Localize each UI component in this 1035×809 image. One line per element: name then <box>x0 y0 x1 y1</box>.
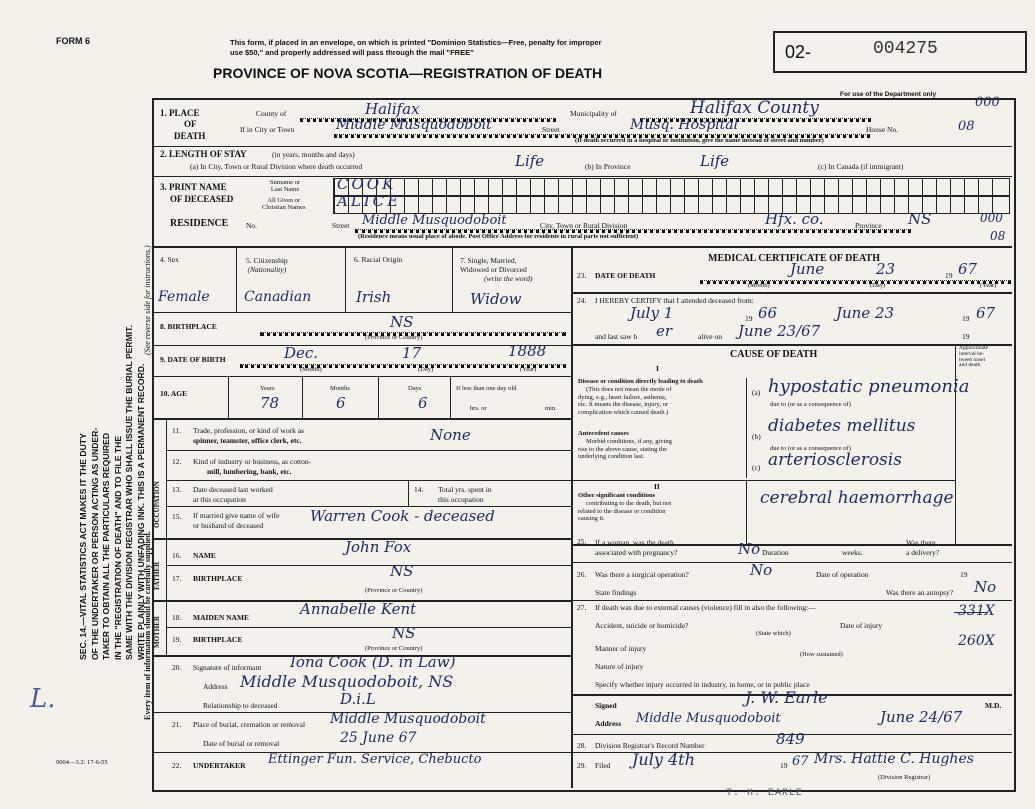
attended-to-value: June 23 <box>836 304 895 322</box>
occupation-value: None <box>430 426 471 444</box>
item-15-number: 15. <box>172 512 182 521</box>
rule <box>571 562 1012 563</box>
physician-address-label: Address <box>595 719 622 728</box>
years-in-occupation-label <box>438 485 492 505</box>
rule <box>166 480 571 481</box>
residence-street-value: Middle Musquodoboit <box>362 213 507 228</box>
father-birthplace-note: (Province or Country) <box>365 587 423 594</box>
label-line: mill, lumbering, bank, etc. <box>207 466 292 476</box>
informant-address-value: Middle Musquodoboit, NS <box>240 672 454 691</box>
margin-mark: L. <box>30 684 56 714</box>
signed-date-value: June 24/67 <box>880 708 963 726</box>
label-line: 1. PLACE <box>160 108 200 118</box>
rule <box>152 418 571 420</box>
item-18-number: 18. <box>172 613 182 622</box>
item-25-number: 25. <box>577 537 587 546</box>
other-conditions-label <box>578 492 671 523</box>
stay-canada-label: (c) In Canada (if immigrant) <box>818 162 904 171</box>
item-29-number: 29. <box>577 761 587 770</box>
dotted-line <box>240 364 566 368</box>
alive-on-label: alive on <box>698 332 722 341</box>
label-line: Total yrs. spent in <box>438 485 492 494</box>
informant-address-label: Address <box>203 682 228 691</box>
street-value: Musq. Hospital <box>630 117 739 133</box>
rule <box>166 627 571 628</box>
item-21-number: 21. <box>172 720 182 729</box>
label-line: Surname or <box>270 179 301 186</box>
rule <box>571 600 1012 601</box>
marital-status-label <box>460 256 532 283</box>
item-20-number: 20. <box>172 663 182 672</box>
label-line: and death <box>959 362 981 369</box>
label-line: (write the word) <box>484 274 533 283</box>
side-line: SAME WITH THE DIVISION REGISTRAR WHO SHALL ISSUE THE BURIAL PERMIT. <box>124 325 135 660</box>
label-line: spinner, teamster, office clerk, etc. <box>193 435 302 445</box>
attended-from-year-value: 66 <box>758 304 778 322</box>
label-line: Christian Names <box>262 204 306 212</box>
house-number-value: 08 <box>958 119 975 134</box>
sex-label: 4. Sex <box>160 255 179 264</box>
rule <box>571 480 955 481</box>
interval-label <box>959 346 988 369</box>
accident-label: Accident, suicide or homicide? <box>595 621 689 630</box>
industry-label <box>193 457 311 477</box>
pregnancy-label <box>595 538 677 558</box>
death-day-caption: (Day) <box>870 282 886 289</box>
burial-date-value: 25 June 67 <box>340 730 417 746</box>
pregnancy-value: No <box>738 540 761 558</box>
cause-a-value: hypostatic pneumonia <box>768 376 970 397</box>
attended-to-prefix: 19 <box>962 314 970 323</box>
residence-city-value: Hfx. co. <box>765 210 824 228</box>
stay-province-label: (b) In Province <box>585 162 631 171</box>
label-line: rise to the above cause, stating the <box>578 445 667 453</box>
mother-maiden-value: Annabelle Kent <box>300 600 417 618</box>
birthplace-label: 8. BIRTHPLACE <box>160 322 217 331</box>
stay-city-label: (a) In City, Town or Rural Division where death occurred <box>190 162 363 171</box>
date-of-death-label: DATE OF DEATH <box>595 271 656 280</box>
attended-from-value: July 1 <box>630 304 674 322</box>
autopsy-value: No <box>974 578 997 596</box>
death-month-value: June <box>790 260 825 278</box>
length-of-stay-label: 2. LENGTH OF STAY <box>160 149 247 159</box>
rule <box>236 246 237 312</box>
death-year-value: 67 <box>958 260 978 278</box>
residence-province-label: Province <box>855 221 882 230</box>
cause-c-value: arteriosclerosis <box>768 450 902 470</box>
last-worked-label <box>193 485 273 505</box>
rule <box>302 376 303 418</box>
cause-of-death-title: CAUSE OF DEATH <box>730 349 818 360</box>
day-caption: (Day) <box>418 366 434 373</box>
attended-to-year-value: 67 <box>976 304 996 322</box>
item-17-number: 17. <box>172 574 182 583</box>
burial-date-label: Date of burial or removal <box>203 739 280 748</box>
dotted-line <box>700 280 1011 284</box>
label-line: Trade, profession, or kind of work as <box>193 426 304 435</box>
medical-certificate-title: MEDICAL CERTIFICATE OF DEATH <box>708 253 880 264</box>
municipality-value: Halifax County <box>690 98 819 118</box>
city-town-value: Middle Musquodoboit <box>336 117 492 133</box>
label-line: Widowed or Divorced <box>460 265 527 274</box>
item-22-number: 22. <box>172 761 182 770</box>
rule <box>571 292 1012 294</box>
year-caption: (Year) <box>520 366 537 373</box>
state-which-caption: (State which) <box>756 630 791 637</box>
stay-province-value: Life <box>700 152 730 170</box>
side-line: TAKER TO OBTAIN ALL THE PARTICULARS REQUIRED <box>101 432 112 660</box>
city-town-label: If in City or Town <box>240 125 295 134</box>
residence-no-label: No. <box>246 221 258 230</box>
other-conditions-value: cerebral haemorrhage <box>760 488 954 508</box>
residence-street-label: Street <box>332 221 350 230</box>
hours-label: hrs. or <box>470 405 487 412</box>
street-label: Street <box>542 125 560 134</box>
minutes-label: min. <box>545 405 557 412</box>
county-label: County of <box>256 109 287 118</box>
label-line: 7. Single, Married, <box>460 256 517 265</box>
label-line: OF <box>184 119 197 130</box>
item-12-number: 12. <box>172 457 182 466</box>
label-line: dying, e.g., heart failure, asthenia, <box>578 393 667 401</box>
burial-place-label: Place of burial, cremation or removal <box>193 720 306 729</box>
certify-label: I HEREBY CERTIFY that I attended deceased from: <box>595 296 754 305</box>
undertaker-label: UNDERTAKER <box>193 761 246 770</box>
birth-day-value: 17 <box>402 344 422 362</box>
last-saw-year-prefix: 19 <box>962 332 970 341</box>
mother-maiden-label: MAIDEN NAME <box>193 613 250 622</box>
registration-number: 004275 <box>873 39 938 59</box>
label-line: Was there <box>906 538 936 547</box>
item-23-number: 23. <box>577 271 587 280</box>
months-caption: Months <box>330 385 350 392</box>
classification-code-a: 331X <box>958 603 995 619</box>
relationship-value: D.i.L <box>340 690 376 708</box>
column-divider <box>571 246 573 788</box>
birth-month-value: Dec. <box>284 344 319 362</box>
form-title: PROVINCE OF NOVA SCOTIA—REGISTRATION OF DEATH <box>213 65 603 81</box>
label-line: underlying condition last. <box>578 453 645 461</box>
citizenship-label <box>246 256 288 274</box>
label-line: associated with pregnancy? <box>595 547 678 557</box>
side-note-careful: Every item of information should be carefully supplied. <box>143 531 152 720</box>
rule <box>152 312 571 313</box>
label-line: complication which caused death.) <box>578 409 669 417</box>
residence-note: (Residence means usual place of abode. Post Office Address for residents in rural parts not sufficient) <box>358 233 639 240</box>
mother-side-label: MOTHER <box>153 616 161 648</box>
death-year-caption: (Year) <box>980 282 997 289</box>
department-code-value: 000 <box>980 211 1003 225</box>
month-caption: (Month) <box>300 366 322 373</box>
label-line: Disease or condition directly leading to death <box>578 378 703 385</box>
age-years-value: 78 <box>260 394 280 412</box>
label-line: If married give name of wife <box>193 511 280 520</box>
rule <box>152 376 571 377</box>
item-16-number: 16. <box>172 551 182 560</box>
antecedent-causes-label <box>578 430 672 461</box>
birth-year-value: 1888 <box>508 342 547 360</box>
state-findings-label: State findings <box>595 588 637 597</box>
residence-label: RESIDENCE <box>170 218 229 229</box>
date-of-birth-label: 9. DATE OF BIRTH <box>160 355 226 364</box>
last-saw-value: June 23/67 <box>738 322 821 340</box>
operation-year-prefix: 19 <box>960 570 968 579</box>
registration-number-box <box>773 31 1027 73</box>
item-11-number: 11. <box>172 426 182 435</box>
mother-birthplace-note: (Province or Country) <box>365 645 423 652</box>
burial-place-value: Middle Musquodoboit <box>330 711 486 727</box>
side-line: IN THE "REGISTRATION OF DEATH" AND TO FILE THE <box>112 435 123 660</box>
side-note-reverse: (See reverse side for instructions.) <box>143 245 152 355</box>
label-line: Other significant conditions <box>578 492 656 499</box>
label-line: Date deceased last worked <box>193 485 273 494</box>
cause-b-letter: (b) <box>752 432 761 441</box>
label-line: Antecedent causes <box>578 430 629 437</box>
nature-of-injury-label: Nature of injury <box>595 662 644 671</box>
item-27-number: 27. <box>577 603 587 612</box>
racial-origin-label: 6. Racial Origin <box>354 255 403 264</box>
label-line: All Given or <box>267 197 301 204</box>
duration-label: Duration <box>762 548 789 557</box>
manner-of-injury-label: Manner of injury <box>595 644 647 653</box>
length-of-stay-note: (in years, months and days) <box>272 150 355 159</box>
form-number: FORM 6 <box>56 36 91 46</box>
filed-label: Filed <box>595 761 611 770</box>
death-month-caption: (Month) <box>748 282 770 289</box>
filed-year-prefix: 19 <box>780 761 788 770</box>
label-line: 3. PRINT NAME <box>160 182 227 192</box>
part-one-label: I <box>656 364 659 373</box>
rule <box>746 480 747 544</box>
occupation-side-label: OCCUPATION <box>153 481 161 528</box>
registrar-signature: Mrs. Hattie C. Hughes <box>814 751 974 767</box>
injury-location-label: Specify whether injury occurred in industry, in home, or in public place <box>595 680 810 689</box>
due-to-caption: due to (or as a consequence of) <box>770 401 851 408</box>
rule <box>955 344 956 544</box>
label-line: 5. Citizenship <box>246 256 288 265</box>
rule <box>166 565 571 566</box>
record-number-label: Division Registrar's Record Number <box>595 741 705 750</box>
county-value: Halifax <box>365 100 420 118</box>
due-to-caption-2: due to (or as a consequence of) <box>770 445 851 452</box>
age-label: 10. AGE <box>160 389 188 398</box>
label-line: related to the disease or condition <box>578 507 666 515</box>
label-line: If a woman, was the death <box>595 538 674 547</box>
label-line: Kind of industry or business, as cotton- <box>193 457 312 466</box>
physician-name-stamp: T. H. EARLE <box>726 788 804 799</box>
cause-c-letter: (c) <box>752 463 761 472</box>
how-sustained-caption: (How sustained) <box>800 651 843 658</box>
signed-label: Signed <box>595 701 617 710</box>
years-caption: Years <box>260 385 275 392</box>
rule <box>152 246 1012 248</box>
rule <box>166 418 167 538</box>
cause-a-letter: (a) <box>752 388 761 397</box>
house-number-label: House No. <box>866 125 899 134</box>
item-14-number: 14. <box>414 485 424 494</box>
father-birthplace-value: NS <box>390 562 414 580</box>
rule <box>228 376 229 418</box>
label-line: tween onset <box>959 356 986 363</box>
label-line: DEATH <box>174 130 206 141</box>
item-26-number: 26. <box>577 570 587 579</box>
surgery-value: No <box>750 561 773 579</box>
municipality-label: Municipality of <box>570 109 617 118</box>
strike-line <box>954 612 988 613</box>
rule <box>571 344 1012 346</box>
department-code-value: 000 <box>975 95 1000 110</box>
rule <box>378 376 379 418</box>
record-number-value: 849 <box>776 730 805 748</box>
marital-status-value: Widow <box>470 290 522 308</box>
spouse-value: Warren Cook - deceased <box>310 507 495 525</box>
print-name-label <box>160 182 233 205</box>
department-use-label: For use of the Department only <box>840 91 937 98</box>
item-24-number: 24. <box>577 296 587 305</box>
physician-address-value: Middle Musquodoboit <box>636 711 781 726</box>
stay-city-value: Life <box>515 152 545 170</box>
informant-value: Iona Cook (D. in Law) <box>290 653 456 671</box>
mailing-notice-2: use $50," and properly addressed will pass through the mail "FREE" <box>230 48 474 57</box>
side-instructions <box>78 325 148 660</box>
label-line: Morbid conditions, if any, giving <box>586 437 672 445</box>
rule <box>166 538 167 600</box>
sex-value: Female <box>158 289 210 305</box>
form-code: 9004—3.2: 17-6-55 <box>56 759 108 766</box>
label-line: Approximate <box>959 345 989 351</box>
department-code-value: 08 <box>990 229 1006 243</box>
weeks-label: weeks. <box>842 548 863 557</box>
informant-signature-label: Signature of informant <box>193 663 262 672</box>
rule <box>166 450 571 451</box>
age-days-value: 6 <box>418 394 428 412</box>
mother-birthplace-label: BIRTHPLACE <box>193 635 243 644</box>
father-name-label: NAME <box>193 551 216 560</box>
citizenship-value: Canadian <box>244 289 312 305</box>
item-28-number: 28. <box>577 741 587 750</box>
autopsy-label: Was there an autopsy? <box>886 588 954 597</box>
residence-city-label: City, Town or Rural Division <box>540 221 628 230</box>
side-line: SEC. 14.—VITAL STATISTICS ACT MAKES IT THE DUTY <box>78 433 88 660</box>
given-names-label <box>262 197 306 211</box>
label-line: (Nationality) <box>247 265 287 274</box>
division-registrar-caption: (Division Registrar) <box>878 774 931 781</box>
racial-origin-value: Irish <box>356 288 392 306</box>
physician-signature: J. W. Earle <box>745 688 828 707</box>
date-of-injury-label: Date of injury <box>840 621 883 630</box>
mother-birthplace-value: NS <box>392 624 416 642</box>
label-line: or husband of deceased <box>193 520 264 530</box>
rule <box>452 246 453 312</box>
md-label: M.D. <box>985 701 1002 710</box>
last-saw-pronoun-value: er <box>656 322 673 340</box>
rule <box>450 376 451 418</box>
label-line: Last Name <box>270 186 300 194</box>
label-line: this occupation <box>438 494 484 504</box>
trade-label <box>193 426 304 446</box>
days-caption: Days <box>408 385 422 392</box>
rule <box>152 176 1012 177</box>
letter-boxes <box>334 175 1006 196</box>
direct-cause-label <box>578 378 703 417</box>
surname-label <box>270 179 300 193</box>
side-line: OF THE UNDERTAKER OR PERSON ACTING AS UNDER- <box>89 427 100 660</box>
last-saw-label: and last saw h <box>595 332 638 341</box>
death-year-prefix: 19 <box>945 271 953 280</box>
label-line: causing it. <box>578 515 605 523</box>
filed-year-value: 67 <box>792 754 809 769</box>
letter-boxes <box>334 192 1006 213</box>
cause-b-value: diabetes mellitus <box>768 416 916 436</box>
less-than-day-label: If less than one day old <box>456 385 517 392</box>
label-line: (This does not mean the mode of <box>586 385 672 393</box>
side-line: WRITE PLAINLY WITH UNFADING INK. THIS IS A PERMANENT RECORD. <box>135 363 146 660</box>
label-line: contributing to the death, but not <box>586 499 672 507</box>
label-line: at this occupation <box>193 494 246 504</box>
surname-value: COOK <box>337 175 397 193</box>
father-side-label: FATHER <box>153 561 161 590</box>
hospital-note: (If death occurred in a hospital or institution, give the name instead of street and number) <box>575 137 824 144</box>
delivery-label <box>906 538 939 558</box>
mailing-notice: This form, if placed in an envelope, on which is printed "Dominion Statistics—Free, penalty for improper <box>230 38 602 47</box>
given-names-value: ALICE <box>337 192 402 210</box>
father-name-value: John Fox <box>345 538 412 556</box>
registration-prefix: 02- <box>785 42 812 62</box>
rule <box>152 146 1012 147</box>
label-line: a delivery? <box>906 547 940 557</box>
attended-from-prefix: 19 <box>745 314 753 323</box>
spouse-label <box>193 511 279 531</box>
label-line: etc. It means the disease, injury, or <box>578 401 669 409</box>
filed-date-value: July 4th <box>632 750 695 769</box>
surgery-label: Was there a surgical operation? <box>595 570 689 579</box>
part-two-label: II <box>654 482 660 491</box>
residence-province-value: NS <box>908 210 932 228</box>
father-birthplace-label: BIRTHPLACE <box>193 574 243 583</box>
external-causes-label: If death was due to external causes (violence) fill in also the following:— <box>595 603 816 612</box>
age-months-value: 6 <box>336 394 346 412</box>
date-of-operation-label: Date of operation <box>816 570 869 579</box>
label-line: interval be- <box>959 350 985 357</box>
rule <box>746 378 747 478</box>
undertaker-value: Ettinger Fun. Service, Chebucto <box>268 752 482 767</box>
rule <box>345 246 346 312</box>
relationship-label: Relationship to deceased <box>203 701 278 710</box>
birthplace-note: (Province or Country) <box>365 334 423 341</box>
place-of-death-label <box>160 108 205 142</box>
item-13-number: 13. <box>172 485 182 494</box>
item-19-number: 19. <box>172 635 182 644</box>
death-day-value: 23 <box>876 260 896 278</box>
label-line: OF DECEASED <box>170 193 234 204</box>
classification-code-b: 260X <box>958 633 995 649</box>
rule <box>408 480 409 506</box>
birthplace-value: NS <box>390 313 414 331</box>
